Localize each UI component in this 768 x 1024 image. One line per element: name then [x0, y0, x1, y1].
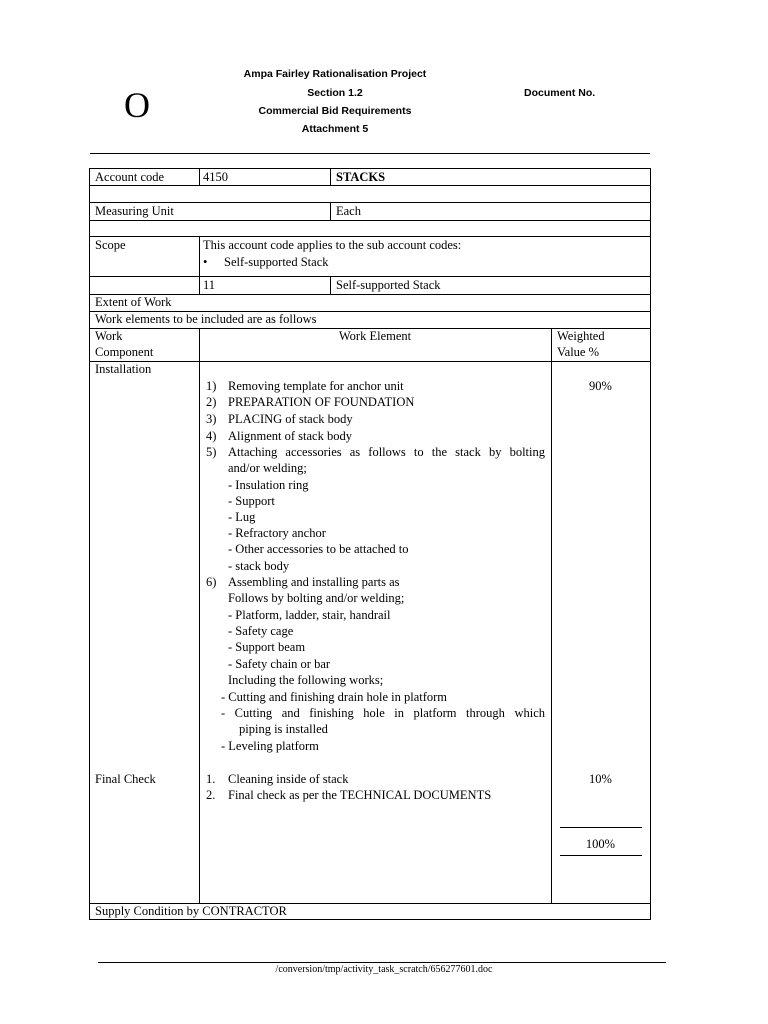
- measuring-unit-value: Each: [336, 204, 361, 218]
- work-element-item: Assembling and installing parts as: [228, 575, 400, 589]
- col-line: [89, 168, 90, 920]
- row-line: [89, 294, 651, 295]
- sub-item: - Insulation ring: [228, 478, 309, 492]
- sub-item: - Safety cage: [228, 624, 294, 638]
- sub-item: - Platform, ladder, stair, handrail: [228, 608, 391, 622]
- col-line: [330, 276, 331, 294]
- item-number: 1.: [206, 772, 216, 786]
- supply-condition: Supply Condition by CONTRACTOR: [95, 904, 287, 918]
- work-element-item: PREPARATION OF FOUNDATION: [228, 395, 415, 409]
- row-line: [89, 361, 651, 362]
- sub-item: - Lug: [228, 510, 256, 524]
- sub-item: - Cutting and finishing drain hole in platform: [221, 690, 448, 704]
- scope-bullet-item: Self-supported Stack: [224, 255, 329, 269]
- final-check-label: Final Check: [95, 772, 156, 786]
- row-line: [89, 919, 651, 920]
- work-element-item: Follows by bolting and/or welding;: [228, 591, 405, 605]
- total-line: [560, 855, 642, 856]
- installation-label: Installation: [95, 362, 152, 376]
- col-line: [199, 328, 200, 903]
- final-check-weight: 10%: [589, 772, 612, 786]
- sub-item: - Other accessories to be attached to: [228, 542, 409, 556]
- item-number: 6): [206, 575, 217, 589]
- work-element-item: Including the following works;: [228, 673, 384, 687]
- attachment-label: Attachment 5: [301, 123, 369, 135]
- installation-weight: 90%: [589, 379, 612, 393]
- work-element-item: Alignment of stack body: [228, 429, 352, 443]
- account-table: [89, 168, 651, 920]
- item-number: 5): [206, 445, 217, 459]
- work-element-item: PLACING of stack body: [228, 412, 353, 426]
- total-line: [560, 827, 642, 828]
- sub-item: - Cutting and finishing hole in platform through which: [221, 706, 545, 720]
- sub-item: - Support beam: [228, 640, 306, 654]
- sub-item: - Support: [228, 494, 275, 508]
- item-number: 2.: [206, 788, 216, 802]
- row-line: [89, 185, 651, 186]
- column-header-weighted-value: Weighted: [557, 329, 605, 343]
- footer-rule: [98, 962, 666, 963]
- project-name: Ampa Fairley Rationalisation Project: [243, 68, 427, 80]
- account-title: STACKS: [336, 170, 386, 184]
- account-code-value: 4150: [203, 170, 228, 184]
- work-element-item: and/or welding;: [228, 461, 307, 475]
- column-header-weighted-value: Value %: [557, 345, 599, 359]
- sub-item: - Refractory anchor: [228, 526, 326, 540]
- document-title: Commercial Bid Requirements: [258, 105, 412, 117]
- work-element-item: Cleaning inside of stack: [228, 772, 349, 786]
- measuring-unit-label: Measuring Unit: [95, 204, 174, 218]
- column-header-component: Component: [95, 345, 154, 359]
- column-header-work-element: Work Element: [338, 329, 412, 343]
- item-number: 2): [206, 395, 217, 409]
- row-line: [89, 220, 651, 221]
- work-element-item: Attaching accessories as follows to the stack by bolting: [228, 445, 545, 459]
- sub-item: - stack body: [228, 559, 290, 573]
- column-header-component: Work: [95, 329, 123, 343]
- scope-label: Scope: [95, 238, 126, 252]
- item-number: 1): [206, 379, 217, 393]
- section-number: Section 1.2: [307, 87, 363, 99]
- work-element-item: Final check as per the TECHNICAL DOCUMENTS: [228, 788, 492, 802]
- file-path: /conversion/tmp/activity_task_scratch/656277601.doc: [275, 964, 493, 975]
- account-code-label: Account code: [95, 170, 165, 184]
- sub-account-code: 11: [203, 278, 216, 292]
- work-elements-note: Work elements to be included are as follows: [95, 312, 317, 326]
- header-rule: [90, 153, 650, 154]
- document-number-label: Document No.: [524, 87, 596, 99]
- col-line: [551, 328, 552, 903]
- item-number: 4): [206, 429, 217, 443]
- sub-item: piping is installed: [239, 722, 328, 736]
- total-weight: 100%: [585, 837, 616, 851]
- col-line: [330, 202, 331, 221]
- col-line: [650, 168, 651, 920]
- sub-item: - Leveling platform: [221, 739, 319, 753]
- col-line: [199, 168, 200, 186]
- scope-text: This account code applies to the sub account codes:: [203, 238, 462, 252]
- extent-of-work-label: Extent of Work: [95, 295, 172, 309]
- col-line: [199, 236, 200, 294]
- sub-account-name: Self-supported Stack: [336, 278, 441, 292]
- col-line: [330, 168, 331, 186]
- company-logo: O: [124, 85, 150, 125]
- bullet-icon: •: [203, 255, 208, 269]
- work-element-item: Removing template for anchor unit: [228, 379, 404, 393]
- item-number: 3): [206, 412, 217, 426]
- sub-item: - Safety chain or bar: [228, 657, 331, 671]
